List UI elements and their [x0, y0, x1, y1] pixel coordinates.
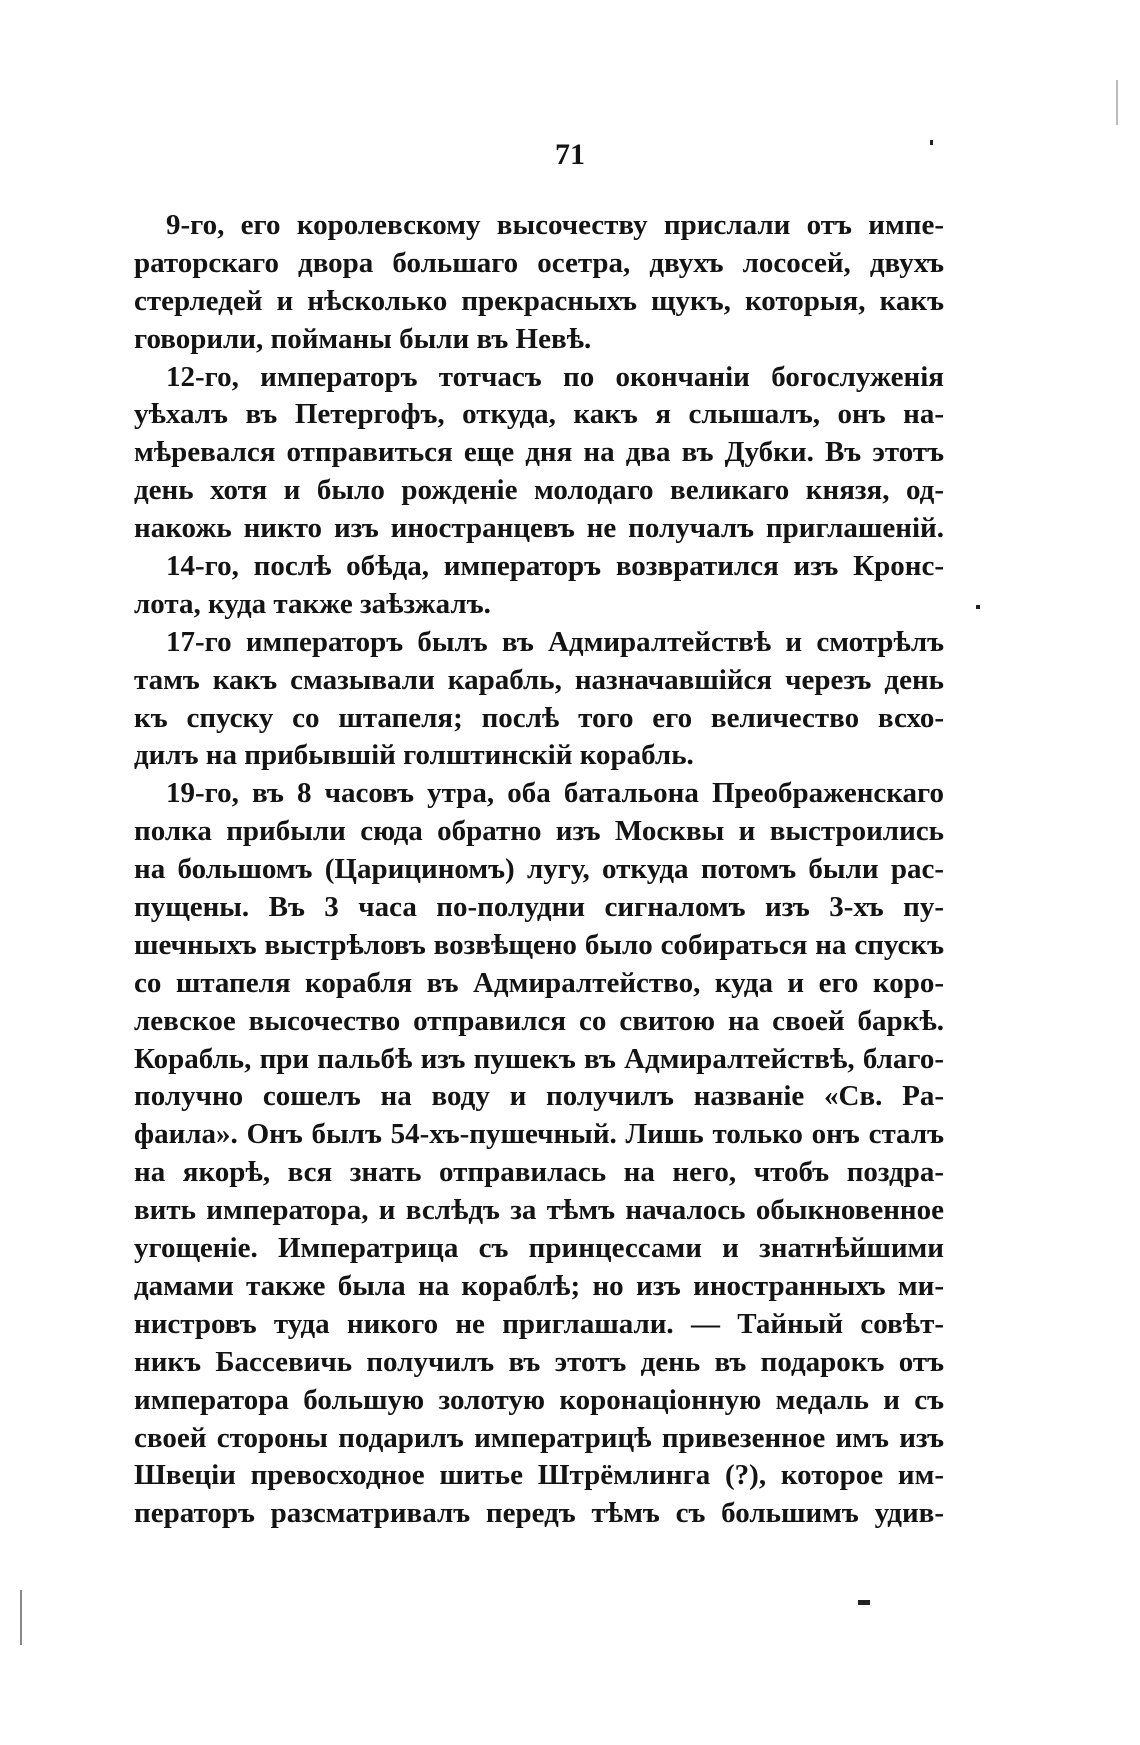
body-text [134, 207, 944, 1533]
text-line: день хотя и было рожденіе молодаго великаго князя, од- [134, 474, 944, 507]
text-line: никъ Бассевичь получилъ въ этотъ день въ подарокъ отъ [134, 1345, 944, 1378]
text-line: лота, куда также заѣзжалъ. [134, 587, 491, 620]
text-line: шечныхъ выстрѣловъ возвѣщено было собираться на спускъ [134, 928, 944, 961]
text-line: къ спуску со штапеля; послѣ того его величество всхо- [134, 701, 944, 734]
text-line: императора большую золотую коронаціонную медаль и съ [134, 1383, 944, 1416]
scan-edge-line [1116, 80, 1118, 125]
text-line: стерледей и нѣсколько прекрасныхъ щукъ, которыя, какъ [134, 284, 944, 317]
text-line: дилъ на прибывшій голштинскій корабль. [134, 739, 694, 772]
text-line: Швеціи превосходное шитье Штрёмлинга (?), которое им- [134, 1459, 944, 1492]
text-line: 14-го, послѣ обѣда, императоръ возвратился изъ Кронс- [166, 550, 944, 583]
scan-speck [858, 1600, 870, 1605]
text-line: на якорѣ, вся знать отправилась на него, чтобъ поздра- [134, 1156, 944, 1189]
text-line: ператоръ разсматривалъ передъ тѣмъ съ большимъ удив- [134, 1497, 944, 1530]
text-line: угощеніе. Императрица съ принцессами и знатнѣйшими [134, 1232, 944, 1265]
page-number: 71 [555, 138, 585, 171]
paragraph [134, 775, 944, 1533]
paragraph [134, 624, 944, 776]
text-line: 19-го, въ 8 часовъ утра, оба батальона Преображенскаго [166, 777, 944, 810]
text-line: говорили, пойманы были въ Невѣ. [134, 322, 592, 355]
text-line: тамъ какъ смазывали карабль, назначавшійся черезъ день [134, 663, 944, 696]
text-line: Корабль, при пальбѣ изъ пушекъ въ Адмиралтействѣ, благо- [134, 1042, 944, 1075]
text-line: вить императора, и вслѣдъ за тѣмъ началось обыкновенное [134, 1194, 944, 1227]
text-line: со штапеля корабля въ Адмиралтейство, куда и его коро- [134, 966, 944, 999]
paragraph [134, 548, 944, 624]
text-line: 9-го, его королевскому высочеству прислали отъ импе- [166, 209, 944, 241]
text-line: на большомъ (Царициномъ) лугу, откуда потомъ были рас- [134, 853, 944, 886]
text-line: фаила». Онъ былъ 54-хъ-пушечный. Лишь только онъ сталъ [134, 1118, 944, 1151]
text-line: накожь никто изъ иностранцевъ не получалъ приглашеній. [134, 512, 944, 545]
scan-edge-line [20, 1590, 22, 1645]
paragraph [134, 359, 944, 548]
text-line: раторскаго двора большаго осетра, двухъ лососей, двухъ [134, 246, 944, 279]
text-line: полка прибыли сюда обратно изъ Москвы и выстроились [134, 815, 944, 848]
text-line: нистровъ туда никого не приглашали. — Тайный совѣт- [134, 1307, 944, 1340]
scan-speck [976, 605, 980, 609]
text-line: дамами также была на кораблѣ; но изъ иностранныхъ ми- [134, 1269, 944, 1302]
text-line: уѣхалъ въ Петергофъ, откуда, какъ я слышалъ, онъ на- [134, 398, 944, 431]
paragraph [134, 207, 944, 359]
text-line: мѣревался отправиться еще дня на два въ Дубки. Въ этотъ [134, 436, 944, 469]
text-line: 12-го, императоръ тотчасъ по окончаніи богослуженія [166, 360, 944, 393]
scan-speck [930, 140, 933, 145]
text-line: пущены. Въ 3 часа по-полудни сигналомъ изъ 3-хъ пу- [134, 891, 944, 924]
text-line: своей стороны подарилъ императрицѣ привезенное имъ изъ [134, 1421, 944, 1454]
text-line: получно сошелъ на воду и получилъ названіе «Св. Ра- [134, 1080, 944, 1113]
text-line: 17-го императоръ былъ въ Адмиралтействѣ и смотрѣлъ [166, 625, 944, 658]
text-line: левское высочество отправился со свитою на своей баркѣ. [134, 1004, 944, 1037]
